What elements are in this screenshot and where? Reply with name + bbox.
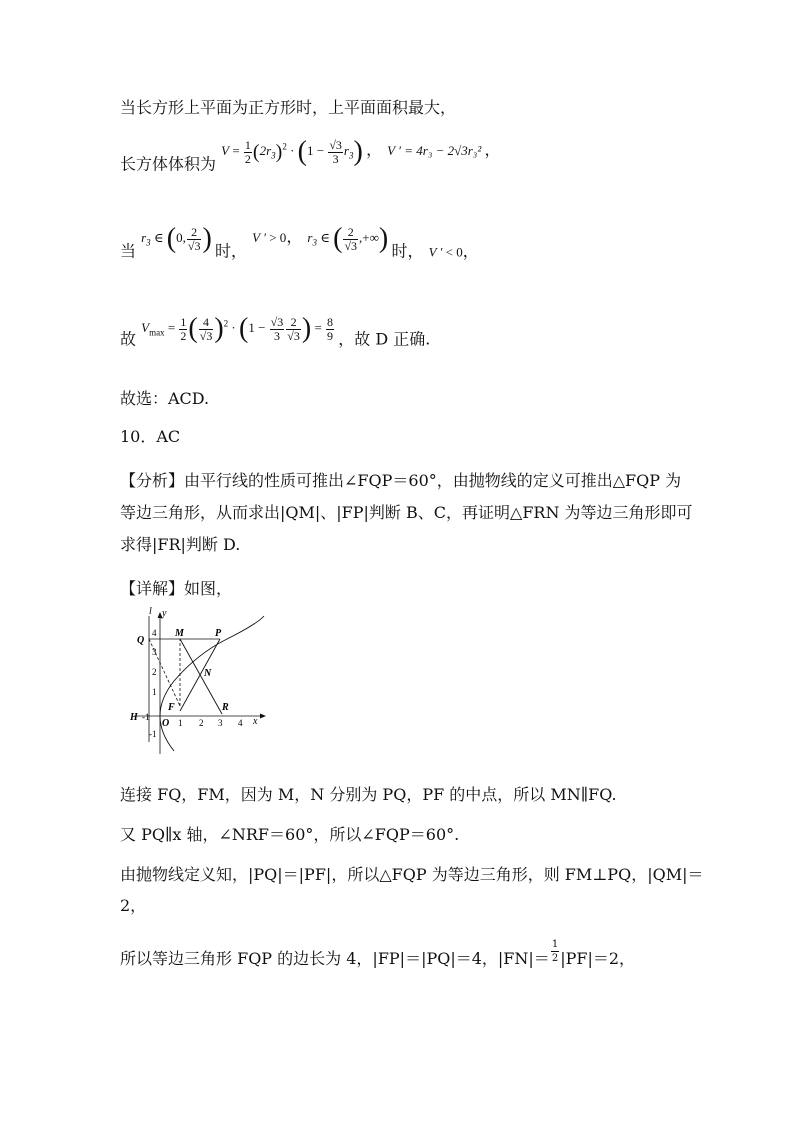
tick-x-2: 2: [199, 718, 204, 728]
detail-line-2: 又 PQ∥x 轴，∠NRF＝60°，所以∠FQP＝60°.: [120, 825, 460, 844]
analysis-line-3: 求得|FR|判断 D.: [120, 535, 241, 554]
detail-line-5: 所以等边三角形 FQP 的边长为 4，|FP|＝|PQ|＝4，|FN|＝ $\frac{1}{2}$ |PF|＝2，: [120, 939, 636, 968]
derivative-negative: V ′ < 0: [428, 244, 463, 260]
tick-x-3: 3: [218, 718, 223, 728]
tick-x-4: 4: [238, 718, 243, 728]
tick-y-1: 1: [152, 687, 157, 697]
detail-line-1: 连接 FQ，FM，因为 M，N 分别为 PQ，PF 的中点，所以 MN∥FQ.: [120, 785, 617, 804]
text-prefix: 长方体体积为: [120, 154, 217, 174]
tick-x-neg1: -1: [142, 712, 150, 722]
detail-line-3: 由抛物线定义知，|PQ|＝|PF|，所以△FQP 为等边三角形，则 FM⊥PQ，|QM|＝: [120, 865, 704, 884]
derivative-formula: V ′ = 4r₃ − 2√3r₃²: [387, 143, 482, 159]
label-P: P: [215, 628, 222, 639]
interval-line: 当 $^{r_3 \in (0, \frac{2}{√3} )}$ 时， $^{V ' > 0}$， $^{r_3 \in ( \frac{2}{√3} ,+\infty)}$ 时， V ′ < 0，: [120, 223, 479, 261]
volume-formula: V = 1 2 (2r3)2 · (1 − √3 3 r3): [221, 136, 363, 168]
answer-line: 故选：ACD.: [120, 389, 210, 408]
tick-y-2: 2: [152, 667, 157, 677]
label-N: N: [204, 668, 212, 679]
tick-y-3: 3: [152, 647, 157, 657]
segment-MR: [180, 639, 222, 714]
vmax-formula: Vmax = 1 2 ( 4 √3 )2 · (1 − √3 3 2 √3 ) = 8 9: [141, 313, 334, 345]
text-line-1: 当长方形上平面为正方形时，上平面面积最大，: [120, 98, 457, 117]
tick-y-4: 4: [152, 628, 157, 638]
label-R: R: [222, 702, 229, 713]
label-l: l: [149, 606, 152, 617]
interval-increasing: r3 ∈ (0, 2 √3 ): [141, 223, 212, 255]
question-number: 10．AC: [120, 427, 181, 446]
label-y: y: [162, 608, 167, 619]
analysis-line-1: 【分析】由平行线的性质可推出∠FQP＝60°，由抛物线的定义可推出△FQP 为: [120, 471, 682, 490]
interval-decreasing: r3 ∈ ( 2 √3 ,+∞): [307, 223, 389, 255]
label-M: M: [175, 628, 184, 639]
half-fraction: $\frac{1}{2}$: [551, 939, 559, 964]
x-axis-arrow: [260, 714, 266, 719]
analysis-line-2: 等边三角形，从而求出|QM|、|FP|判断 B、C，再证明△FRN 为等边三角形即可: [120, 503, 693, 522]
label-O: O: [162, 718, 170, 729]
detail-heading: 【详解】如图，: [120, 579, 233, 598]
tick-y-neg1: -1: [149, 729, 157, 739]
derivative-positive: V ′ > 0: [252, 230, 287, 246]
parabola-figure: [112, 606, 272, 756]
label-F: F: [168, 702, 175, 713]
detail-line-4: 2，: [120, 896, 147, 915]
label-Q: Q: [137, 635, 145, 646]
volume-formula-line: 长方体体积为 $^{V = \frac{1}{2} (2r_3)^2 \cdot (1 - \frac{√3}{3} r_3)}$ ， $^{V ' = 4r_3 - 2√3r_3^2}$ ，: [120, 136, 501, 174]
vmax-line: 故 $^{V_{max} = \frac{1}{2} ( \frac{4}{√3} )^2 \cdot (1 - \frac{√3}{3} \frac{2}{√3} ) = \frac{8}{9}}$ ，故 D 正确.: [120, 313, 431, 349]
label-H: H: [130, 712, 138, 723]
label-x: x: [253, 716, 258, 727]
tick-x-1: 1: [178, 718, 183, 728]
